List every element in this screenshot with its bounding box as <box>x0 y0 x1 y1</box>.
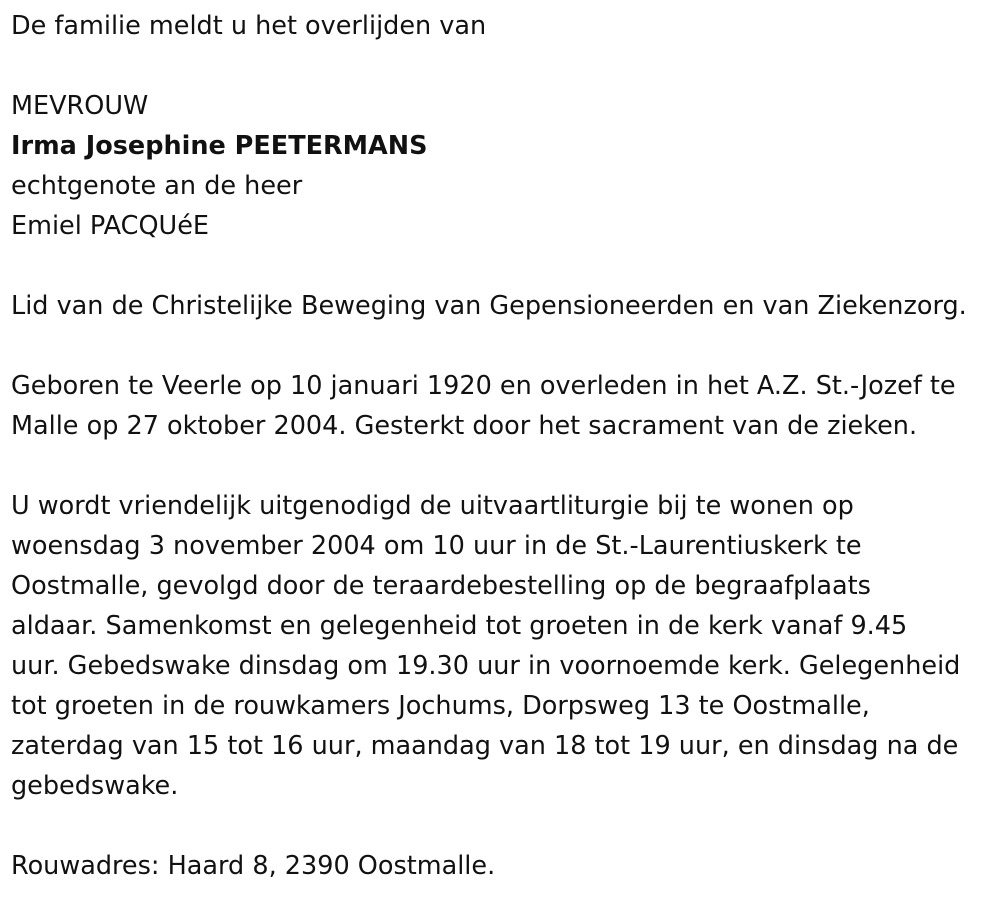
deceased-name: Irma Josephine PEETERMANS <box>11 131 428 161</box>
paragraph-line: tot groeten in de rouwkamers Jochums, Dorpsweg 13 te Oostmalle, <box>11 691 870 721</box>
paragraph-line: aldaar. Samenkomst en gelegenheid tot groeten in de kerk vanaf 9.45 <box>11 611 908 641</box>
funeral-paragraph <box>11 486 996 806</box>
paragraph-line: Malle op 27 oktober 2004. Gesterkt door het sacrament van de zieken. <box>11 411 918 441</box>
honorific: MEVROUW <box>11 91 149 121</box>
spacer <box>11 246 996 286</box>
paragraph-line: zaterdag van 15 tot 16 uur, maandag van 18 tot 19 uur, en dinsdag na de <box>11 731 959 761</box>
obituary-notice <box>11 6 996 886</box>
spacer <box>11 46 996 86</box>
intro-text: De familie meldt u het overlijden van <box>11 11 487 41</box>
paragraph-line: U wordt vriendelijk uitgenodigd de uitvaartliturgie bij te wonen op <box>11 491 854 521</box>
spouse-name: Emiel PACQUéE <box>11 211 209 241</box>
spacer <box>11 446 996 486</box>
paragraph-line: woensdag 3 november 2004 om 10 uur in de St.-Laurentiuskerk te <box>11 531 862 561</box>
spouse-relation: echtgenote an de heer <box>11 171 303 201</box>
paragraph-line: Geboren te Veerle op 10 januari 1920 en overleden in het A.Z. St.-Jozef te <box>11 371 956 401</box>
spacer <box>11 806 996 846</box>
mourning-address: Rouwadres: Haard 8, 2390 Oostmalle. <box>11 851 496 881</box>
membership-text: Lid van de Christelijke Beweging van Gepensioneerden en van Ziekenzorg. <box>11 291 967 321</box>
paragraph-line: uur. Gebedswake dinsdag om 19.30 uur in voornoemde kerk. Gelegenheid <box>11 651 961 681</box>
paragraph-line: gebedswake. <box>11 771 179 801</box>
birth-death-paragraph <box>11 366 996 446</box>
spacer <box>11 326 996 366</box>
paragraph-line: Oostmalle, gevolgd door de teraardebestelling op de begraafplaats <box>11 571 871 601</box>
